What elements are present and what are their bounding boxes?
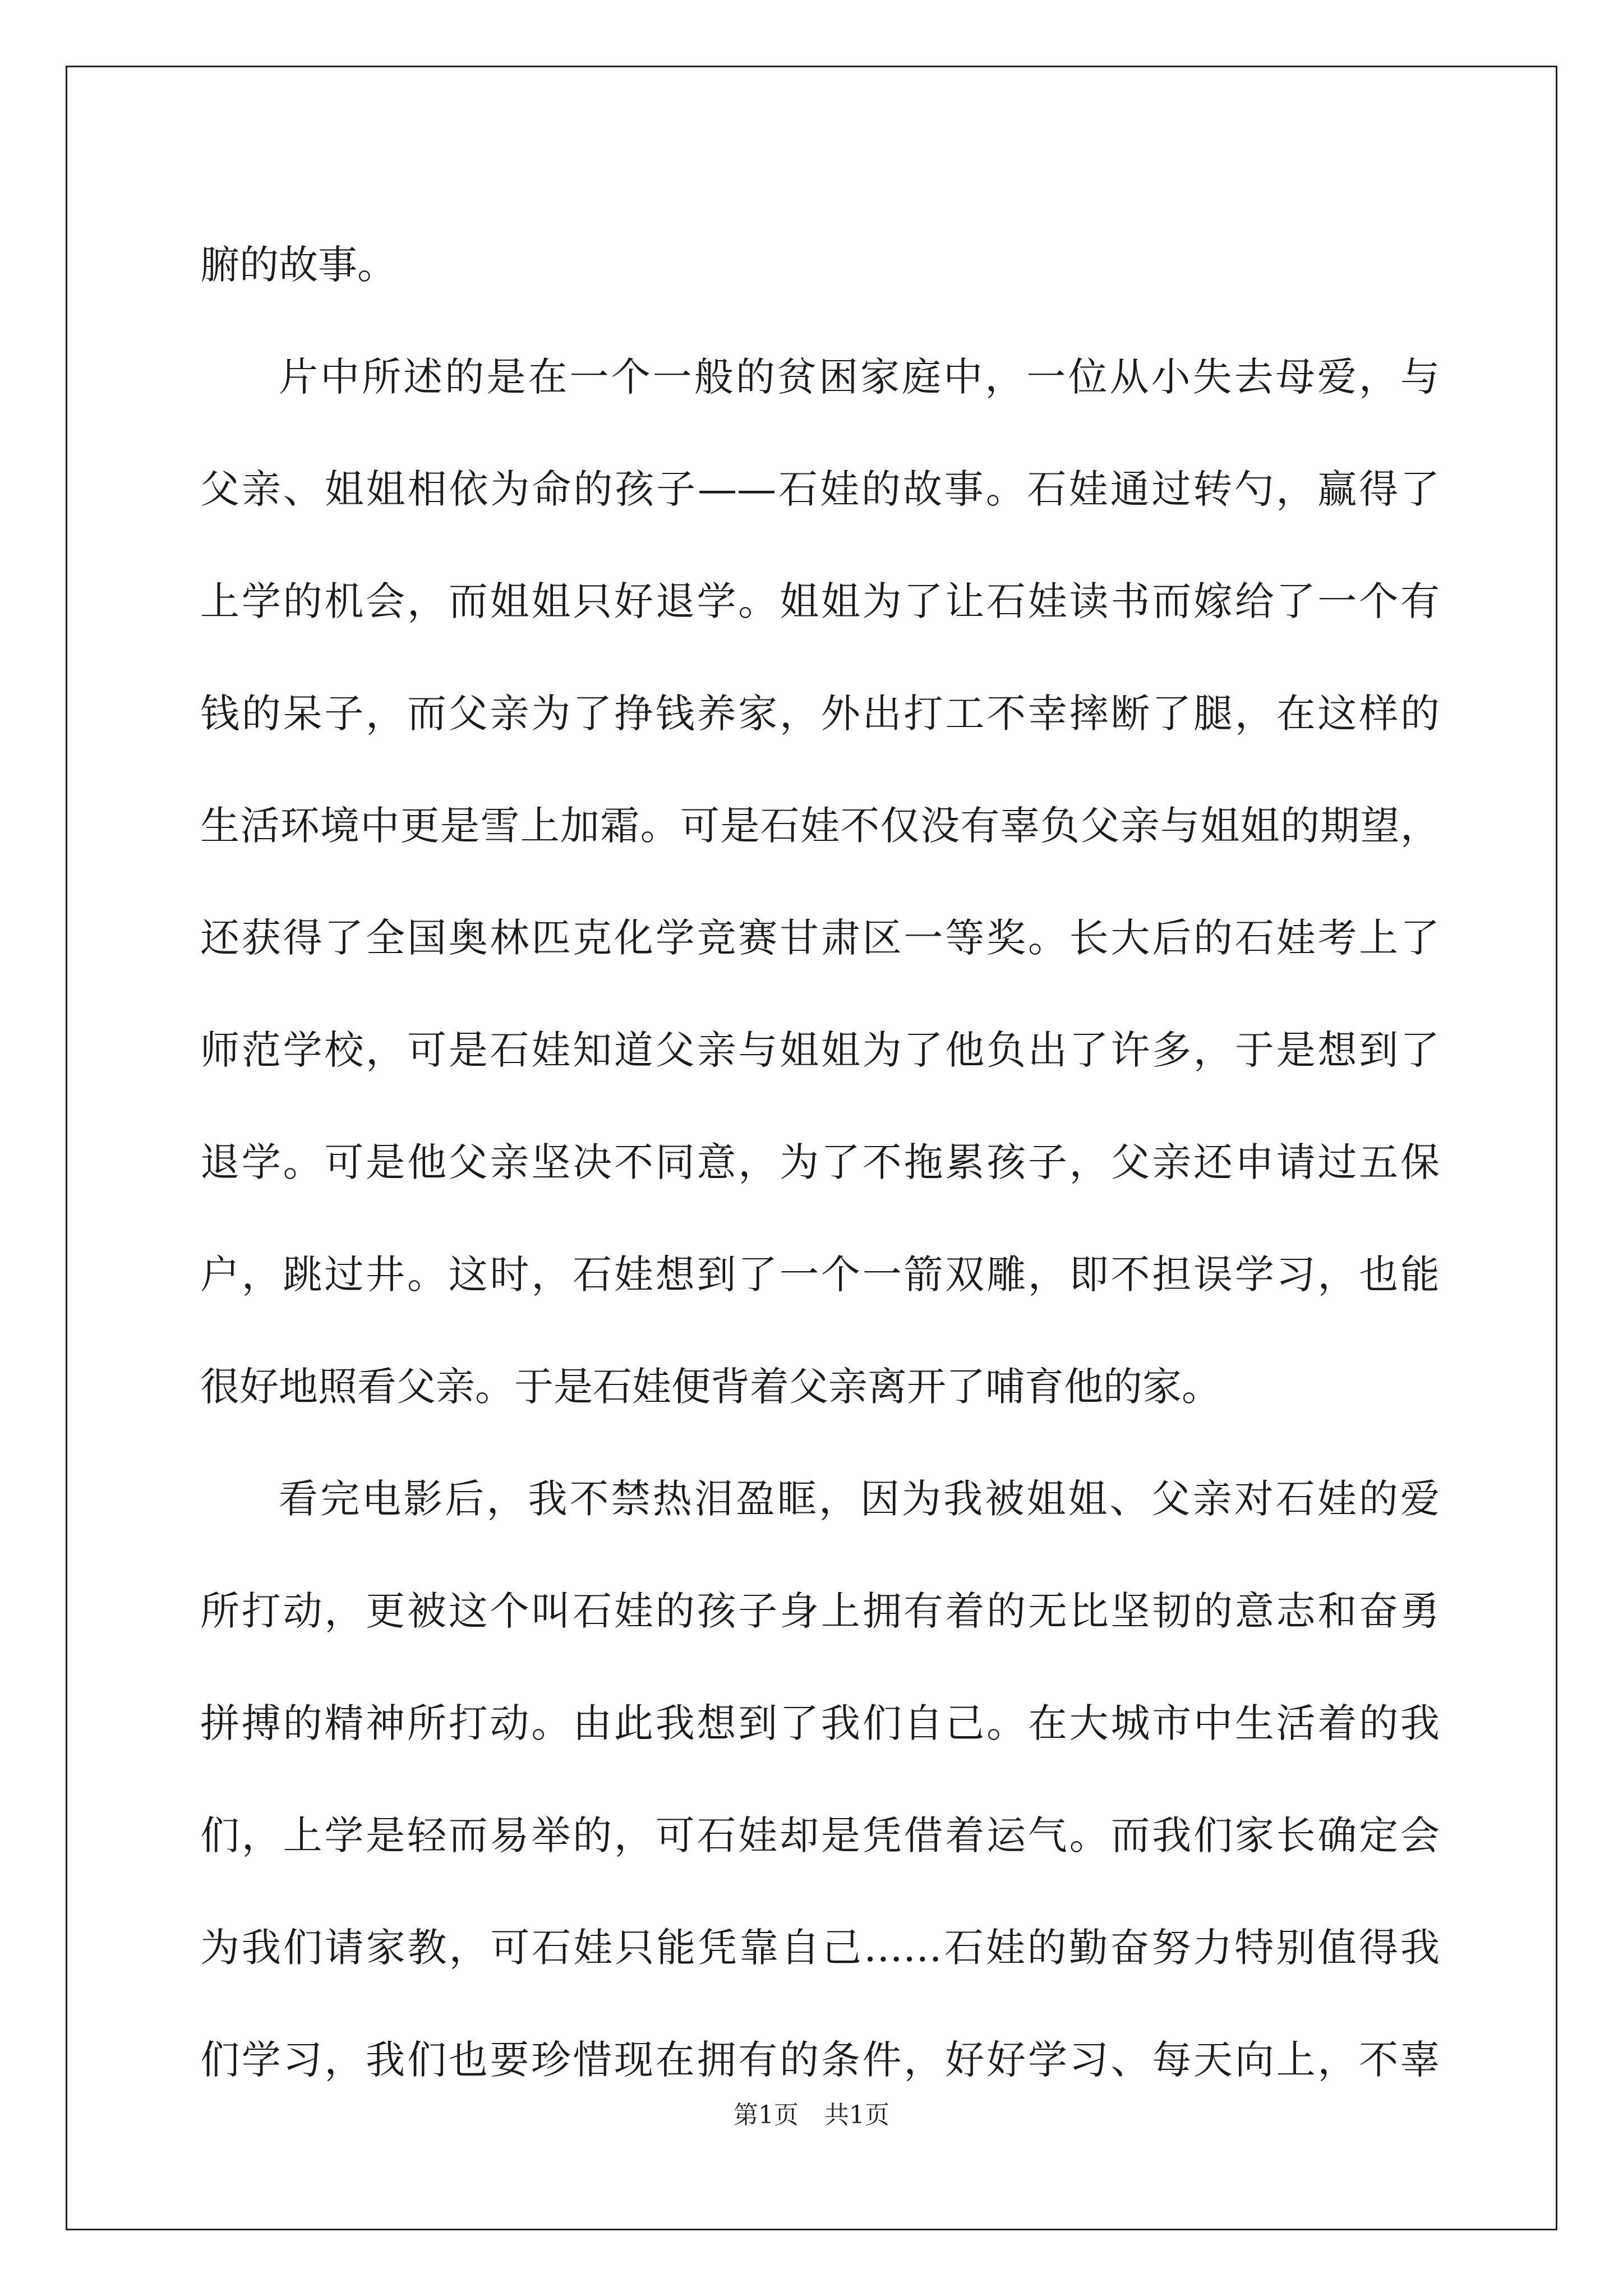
document-body xyxy=(200,209,1440,2116)
text-line: 还获得了全国奥林匹克化学竞赛甘肃区一等奖。长大后的石娃考上了 xyxy=(200,915,1440,961)
text-line: 们学习，我们也要珍惜现在拥有的条件，好好学习、每天向上，不辜 xyxy=(200,2037,1440,2083)
page-footer xyxy=(0,2099,1623,2132)
page-total: 共1页 xyxy=(824,2101,889,2129)
text-line: 所打动，更被这个叫石娃的孩子身上拥有着的无比坚韧的意志和奋勇 xyxy=(200,1588,1440,1634)
text-line: 很好地照看父亲。于是石娃便背着父亲离开了哺育他的家。 xyxy=(200,1364,1221,1410)
text-line: 们，上学是轻而易举的，可石娃却是凭借着运气。而我们家长确定会 xyxy=(200,1812,1440,1858)
text-line: 腑的故事。 xyxy=(200,242,396,288)
text-line: 师范学校，可是石娃知道父亲与姐姐为了他负出了许多，于是想到了 xyxy=(200,1027,1440,1073)
text-line: 退学。可是他父亲坚决不同意，为了不拖累孩子，父亲还申请过五保 xyxy=(200,1139,1440,1185)
text-line: 钱的呆子，而父亲为了挣钱养家，外出打工不幸摔断了腿，在这样的 xyxy=(200,691,1440,737)
text-line: 上学的机会，而姐姐只好退学。姐姐为了让石娃读书而嫁给了一个有 xyxy=(200,578,1440,624)
text-line: 片中所述的是在一个一般的贫困家庭中，一位从小失去母爱，与 xyxy=(279,354,1440,400)
text-line: 拼搏的精神所打动。由此我想到了我们自己。在大城市中生活着的我 xyxy=(200,1700,1440,1746)
page-number: 第1页 xyxy=(734,2101,799,2129)
text-line: 生活环境中更是雪上加霜。可是石娃不仅没有辜负父亲与姐姐的期望， xyxy=(200,803,1440,849)
text-line: 为我们请家教，可石娃只能凭靠自己……石娃的勤奋努力特别值得我 xyxy=(200,1925,1440,1971)
text-line: 看完电影后，我不禁热泪盈眶，因为我被姐姐、父亲对石娃的爱 xyxy=(279,1476,1440,1522)
text-line: 父亲、姐姐相依为命的孩子——石娃的故事。石娃通过转勺，赢得了 xyxy=(200,466,1440,512)
text-line: 户，跳过井。这时，石娃想到了一个一箭双雕，即不担误学习，也能 xyxy=(200,1251,1440,1297)
